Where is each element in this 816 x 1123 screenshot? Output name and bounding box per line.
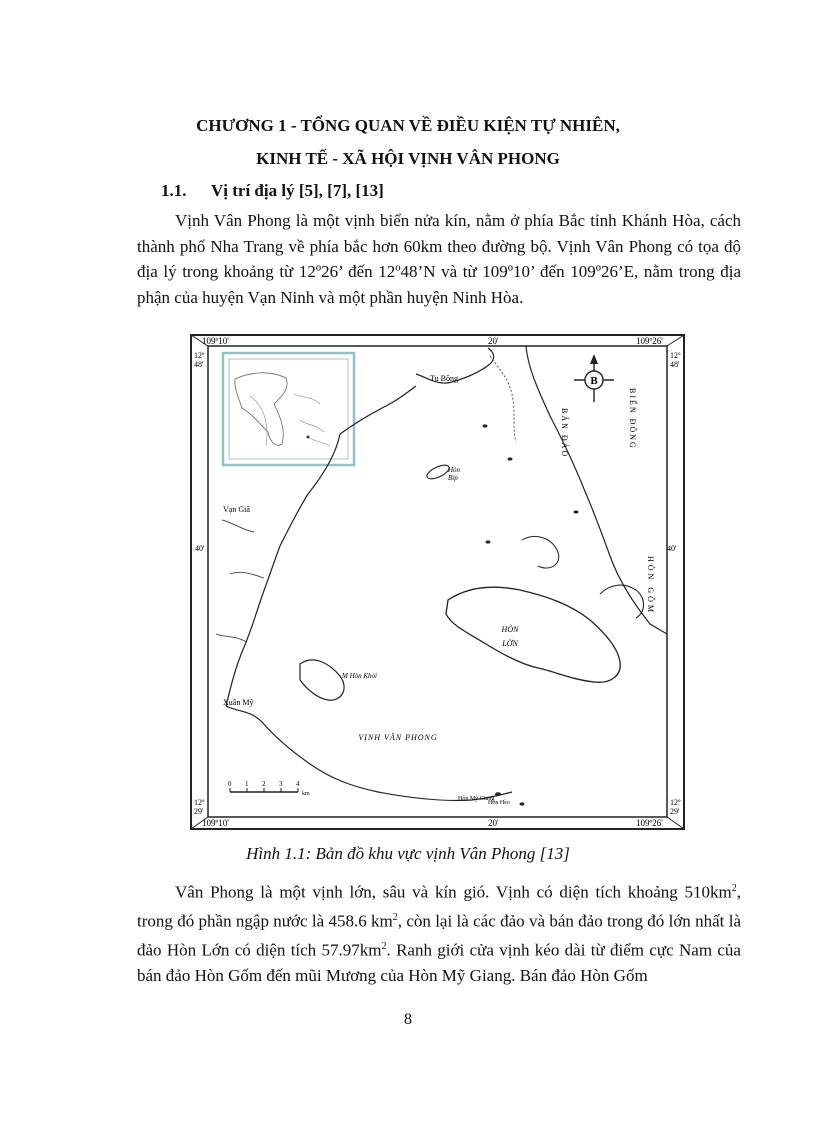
map-tick-top-20: 20': [488, 336, 499, 346]
label-vinh-van-phong: VỊNH VÂN PHONG: [358, 733, 438, 742]
label-hon-lon-2: LỚN: [502, 639, 518, 648]
paragraph-area-part4: . Ranh giới cửa vịnh kéo dài từ điểm cực Nam của bán đảo Hòn Gốm đến mũi Mương của Hòn Mỹ Giang. Bán đảo Hòn Gốm: [137, 940, 741, 986]
map-tick-bottom-20: 20': [488, 818, 499, 828]
label-hon-bip-2: Bíp: [448, 474, 458, 482]
map-lat-40-right: 40': [667, 544, 677, 553]
map-corner-top-right: 109º26': [636, 336, 663, 346]
map-lat-bottom-min-right: 29': [670, 807, 680, 816]
superscript-1: 2: [731, 883, 737, 894]
label-van-gia: Vạn Giã: [223, 505, 250, 514]
chapter-title-line2: KINH TẾ - XÃ HỘI VỊNH VÂN PHONG: [256, 149, 560, 168]
map-corner-bottom-left: 109º10': [202, 818, 229, 828]
superscript-3: 2: [381, 941, 387, 953]
map-lat-top-deg: 12º: [194, 351, 205, 360]
label-ban-dao: BÁN ĐẢO: [560, 408, 569, 459]
map-lat-top-min-right: 48': [670, 360, 680, 369]
label-hon-heo: Hòn Hèo: [488, 800, 510, 806]
scale-tick-3: 3: [279, 780, 283, 788]
section-title: Vị trí địa lý [5], [7], [13]: [211, 181, 384, 200]
scale-tick-0: 0: [228, 780, 232, 788]
map-lat-top-min: 48': [194, 360, 204, 369]
map-lat-bottom-deg-right: 12º: [670, 798, 681, 807]
scale-unit: km: [302, 791, 310, 797]
map-lat-bottom-deg: 12º: [194, 798, 205, 807]
paragraph-area: [137, 876, 741, 989]
scale-tick-2: 2: [262, 780, 266, 788]
label-hon-gom: HÒN GÔM: [646, 556, 655, 615]
label-hon-bip-1: Hòn: [448, 466, 461, 474]
label-hon-khoi: M Hòn Khói: [342, 672, 377, 680]
paragraph-area-part3: , còn lại là các đảo và bán đảo trong đó lớn nhất là đảo Hòn Lớn có diện tích 57.97km: [137, 911, 741, 960]
paragraph-area-part1: Vân Phong là một vịnh lớn, sâu và kín gió. Vịnh có diện tích khoảng 510km: [175, 882, 732, 902]
scale-tick-1: 1: [245, 780, 249, 788]
page-number: 8: [404, 1011, 412, 1028]
label-hon-lon-1: HÒN: [501, 625, 519, 634]
inset-map: [223, 353, 354, 465]
van-phong-bay-map: [190, 334, 685, 830]
paragraph-area-part2: , trong đó phần ngập nước là 458.6 km: [137, 882, 741, 931]
section-heading: [161, 181, 384, 201]
map-lat-top-deg-right: 12º: [670, 351, 681, 360]
map-lat-40-left: 40': [195, 544, 205, 553]
label-tu-bong: Tu Bông: [430, 374, 458, 383]
north-letter: B: [590, 375, 598, 387]
map-figure: [190, 334, 685, 830]
map-corner-bottom-right: 109º26': [636, 818, 663, 828]
superscript-2: 2: [392, 912, 398, 924]
map-corner-top-left: 109º10': [202, 336, 229, 346]
paragraph-location: Vịnh Vân Phong là một vịnh biển nửa kín, nằm ở phía Bắc tỉnh Khánh Hòa, cách thành phố Nha Trang về phía bắc hơn 60km theo đường bộ. Vịnh Vân Phong có tọa độ địa lý trong khoảng từ 12º26’ đến 12º48’N và từ 109º10’ đến 109º26’E, nằm trong địa phận của huyện Vạn Ninh và một phần huyện Ninh Hòa.: [137, 211, 741, 307]
scale-tick-4: 4: [296, 780, 300, 788]
map-lat-bottom-min: 29': [194, 807, 204, 816]
section-number: 1.1.: [161, 181, 187, 200]
label-hon-my-giang: Hòn Mỹ Giang: [458, 796, 495, 802]
chapter-title-line1: CHƯƠNG 1 - TỔNG QUAN VỀ ĐIỀU KIỆN TỰ NHIÊN,: [196, 116, 620, 135]
label-bien-dong: BIỂN ĐÔNG: [628, 388, 637, 450]
label-xuan-my: Xuân Mỹ: [223, 698, 254, 707]
figure-caption: Hình 1.1: Bản đồ khu vực vịnh Vân Phong [13]: [246, 844, 570, 863]
